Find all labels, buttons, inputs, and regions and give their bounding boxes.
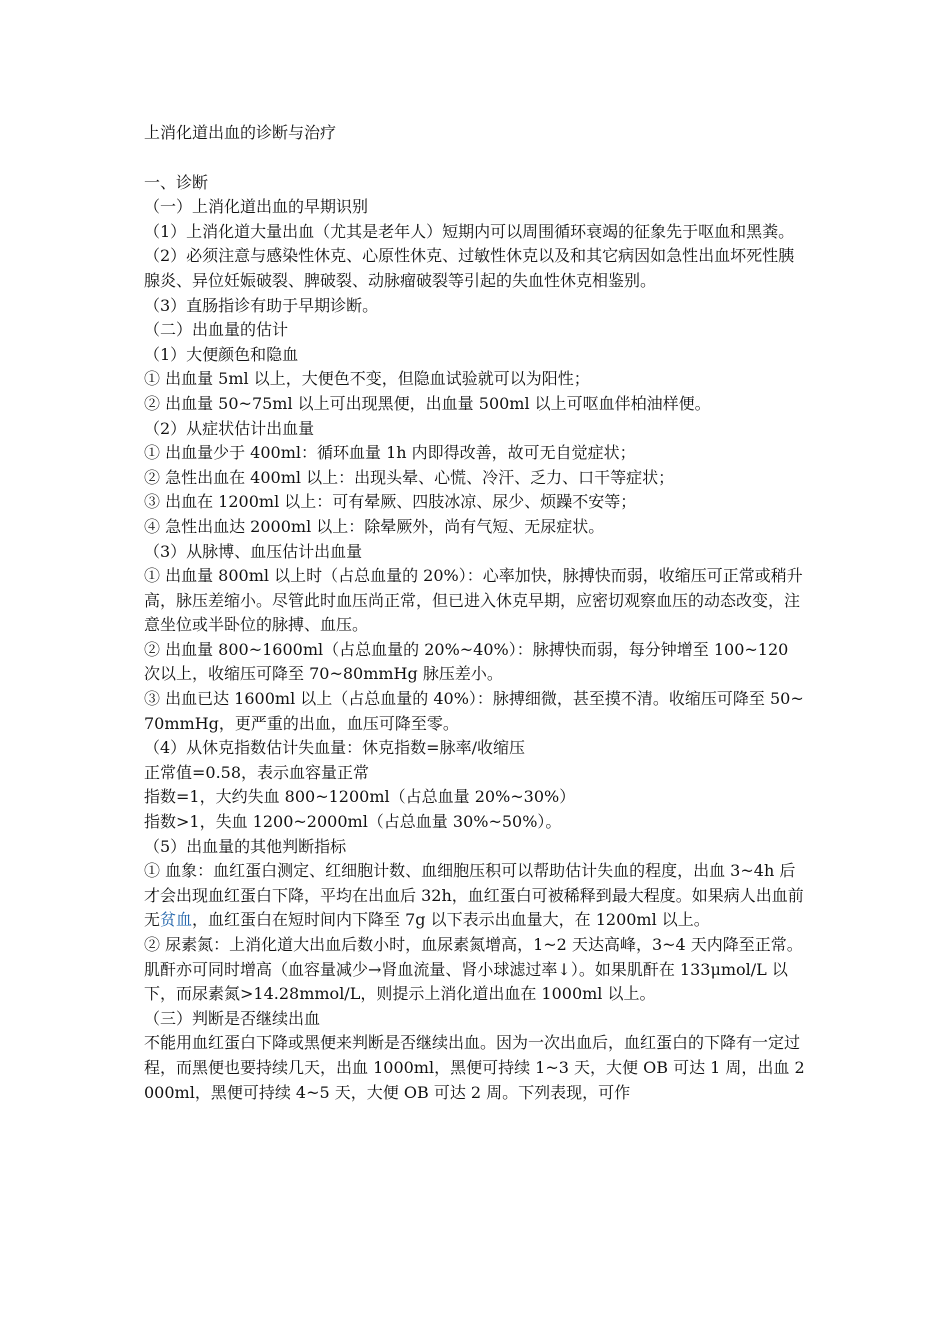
paragraph: 指数>1，失血 1200~2000ml（占总血量 30%~50%）。 bbox=[144, 812, 562, 832]
document-body bbox=[144, 121, 809, 1105]
subsection-heading: （一）上消化道出血的早期识别 bbox=[144, 197, 369, 217]
paragraph: （3）从脉博、血压估计出血量 bbox=[144, 541, 363, 561]
blood-text-before: ① 血象：血红蛋白测定、红细胞计数、血细胞压积可以帮助估计失血的程度，出血 3~4h 后才会出现血红蛋白下降，平均在出血后 32h，血红蛋白可被稀释到最大程度。如果病人出血前无 bbox=[144, 861, 804, 930]
subsection-heading: （二）出血量的估计 bbox=[144, 320, 289, 340]
paragraph: 正常值=0.58，表示血容量正常 bbox=[144, 762, 370, 782]
paragraph: ① 出血量 5ml 以上，大便色不变，但隐血试验就可以为阳性； bbox=[144, 369, 590, 389]
paragraph: ④ 急性出血达 2000ml 以上：除晕厥外，尚有气短、无尿症状。 bbox=[144, 516, 605, 536]
paragraph: ③ 出血在 1200ml 以上：可有晕厥、四肢冰凉、尿少、烦躁不安等； bbox=[144, 492, 637, 512]
paragraph: （2）必须注意与感染性休克、心原性休克、过敏性休克以及和其它病因如急性出血坏死性胰腺炎、异位妊娠破裂、脾破裂、动脉瘤破裂等引起的失血性休克相鉴别。 bbox=[144, 246, 795, 290]
paragraph: （2）从症状估计出血量 bbox=[144, 418, 315, 438]
paragraph: ② 出血量 800~1600ml（占总血量的 20%~40%）：脉搏快而弱，每分钟增至 100~120 次以上，收缩压可降至 70~80mmHg 脉压差小。 bbox=[144, 639, 789, 684]
paragraph: （1）上消化道大量出血（尤其是老年人）短期内可以周围循环衰竭的征象先于呕血和黑粪。 bbox=[144, 221, 795, 241]
paragraph: （5）出血量的其他判断指标 bbox=[144, 836, 347, 856]
paragraph: （4）从休克指数估计失血量：休克指数=脉率/收缩压 bbox=[144, 738, 525, 758]
section-heading: 一、诊断 bbox=[144, 172, 209, 192]
paragraph: 指数=1，大约失血 800~1200ml（占总血量 20%~30%） bbox=[144, 787, 576, 807]
paragraph: ③ 出血已达 1600ml 以上（占总血量的 40%）：脉搏细微，甚至摸不清。收缩压可降至 50~70mmHg，更严重的出血，血压可降至零。 bbox=[144, 689, 804, 733]
paragraph: ② 尿素氮：上消化道大出血后数小时，血尿素氮增高，1~2 天达高峰，3~4 天内降至正常。肌酐亦可同时增高（血容量减少→肾血流量、肾小球滤过率↓）。如果肌酐在 133μmol/L 以下，而尿素氮>14.28mmol/L，则提示上消化道出血在 1000ml 以上。 bbox=[144, 935, 803, 1004]
document-title: 上消化道出血的诊断与治疗 bbox=[144, 123, 337, 142]
paragraph: （3）直肠指诊有助于早期诊断。 bbox=[144, 295, 379, 315]
paragraph: 不能用血红蛋白下降或黑便来判断是否继续出血。因为一次出血后，血红蛋白的下降有一定过程，而黑便也要持续几天，出血 1000ml，黑便可持续 1~3 天，大便 OB 可达 1 周，出血 2000ml，黑便可持续 4~5 天，大便 OB 可达 2 周。下列表现，可作 bbox=[144, 1033, 805, 1102]
paragraph: ② 出血量 50~75ml 以上可出现黑便，出血量 500ml 以上可呕血伴柏油样便。 bbox=[144, 393, 711, 413]
paragraph: ② 急性出血在 400ml 以上：出现头晕、心慌、冷汗、乏力、口干等症状； bbox=[144, 467, 675, 487]
paragraph: ① 出血量少于 400ml：循环血量 1h 内即得改善，故可无自觉症状； bbox=[144, 443, 636, 463]
paragraph: ① 出血量 800ml 以上时（占总血量的 20%）：心率加快，脉搏快而弱，收缩压可正常或稍升高，脉压差缩小。尽管此时血压尚正常，但已进入休克早期，应密切观察血压的动态改变，注意坐位或半卧位的脉搏、血压。 bbox=[144, 566, 803, 635]
anemia-link[interactable]: 贫血 bbox=[160, 910, 193, 930]
paragraph-blood-picture bbox=[144, 859, 809, 933]
paragraph: （1）大便颜色和隐血 bbox=[144, 344, 299, 364]
blood-text-after: ，血红蛋白在短时间内下降至 7g 以下表示出血量大，在 1200ml 以上。 bbox=[192, 910, 710, 930]
subsection-heading: （三）判断是否继续出血 bbox=[144, 1008, 321, 1028]
